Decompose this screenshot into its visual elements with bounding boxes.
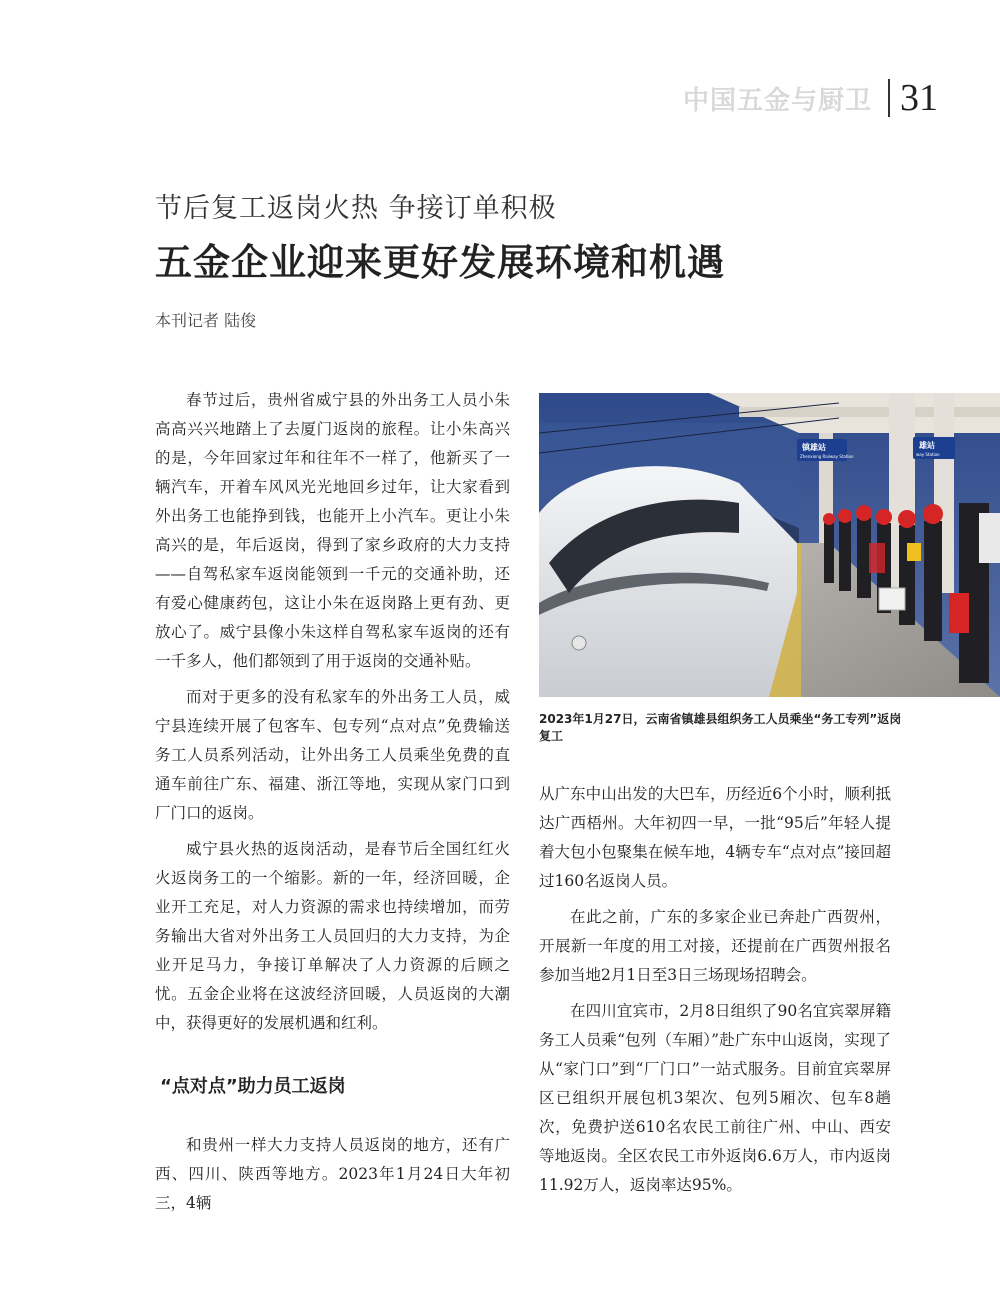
paragraph: 威宁县火热的返岗活动，是春节后全国红红火火返岗务工的一个缩影。新的一年，经济回暖，企业开工充足，对人力资源的需求也持续增加，而劳务输出大省对外出务工人员回归的大力支持，为企业开足马力，争接订单解决了人力资源的后顾之忧。五金企业将在这波经济回暖，人员返岗的大潮中，获得更好的发展机遇和红利。 [155, 840, 510, 1032]
train-station-photo [539, 393, 1000, 697]
article-byline: 本刊记者 陆俊 [155, 311, 257, 330]
article-title: 五金企业迎来更好发展环境和机遇 [155, 241, 725, 284]
article-subtitle: 节后复工返岗火热 争接订单积极 [155, 193, 557, 224]
station-sign: 镇雄站 [802, 443, 826, 452]
station-sign-en: Zhenxiong Railway Station [800, 454, 854, 459]
paragraph: 在此之前，广东的多家企业已奔赴广西贺州，开展新一年度的用工对接，还提前在广西贺州报名参加当地2月1日至3日三场现场招聘会。 [539, 908, 891, 984]
left-column [155, 386, 510, 1218]
station-sign-2: 雄站 [919, 441, 935, 450]
header-divider [888, 79, 890, 117]
page-number: 31 [900, 77, 938, 119]
paragraph: 在四川宜宾市，2月8日组织了90名宜宾翠屏籍务工人员乘“包列（车厢）”赴广东中山返岗，实现了从“家门口”到“厂门口”一站式服务。目前宜宾翠屏区已组织开展包机3架次、包列5厢次、包车8趟次，免费护送610名农民工前往广州、中山、西安等地返岗。全区农民工市外返岗6.6万人，市内返岗11.92万人，返岗率达95%。 [539, 1002, 891, 1194]
magazine-logo: 中国五金与厨卫 [682, 85, 872, 116]
right-column [539, 780, 891, 1200]
photo-caption: 2023年1月27日，云南省镇雄县组织务工人员乘坐“务工专列”返岗复工 [539, 712, 902, 743]
paragraph: 从广东中山出发的大巴车，历经近6个小时，顺利抵达广西梧州。大年初四一早，一批“95后”年轻人提着大包小包聚集在候车地，4辆专车“点对点”接回超过160名返岗人员。 [539, 785, 891, 890]
paragraph: 而对于更多的没有私家车的外出务工人员，威宁县连续开展了包客车、包专列“点对点”免费输送务工人员系列活动，让外出务工人员乘坐免费的直通车前往广东、福建、浙江等地，实现从家门口到厂门口的返岗。 [155, 688, 510, 822]
page-header [683, 76, 938, 120]
paragraph: 和贵州一样大力支持人员返岗的地方，还有广西、四川、陕西等地方。2023年1月24日大年初三，4辆 [155, 1136, 510, 1212]
station-sign-2-en: way Station [916, 452, 940, 457]
paragraph: 春节过后，贵州省威宁县的外出务工人员小朱高高兴兴地踏上了去厦门返岗的旅程。让小朱高兴的是，今年回家过年和往年不一样了，他新买了一辆汽车，开着车风风光光地回乡过年，让大家看到外出务工也能挣到钱，也能开上小汽车。更让小朱高兴的是，年后返岗，得到了家乡政府的大力支持——自驾私家车返岗能领到一千元的交通补助，还有爱心健康药包，这让小朱在返岗路上更有劲、更放心了。威宁县像小朱这样自驾私家车返岗的还有一千多人，他们都领到了用于返岗的交通补贴。 [155, 391, 510, 670]
section-heading: “点对点”助力员工返岗 [160, 1076, 346, 1097]
